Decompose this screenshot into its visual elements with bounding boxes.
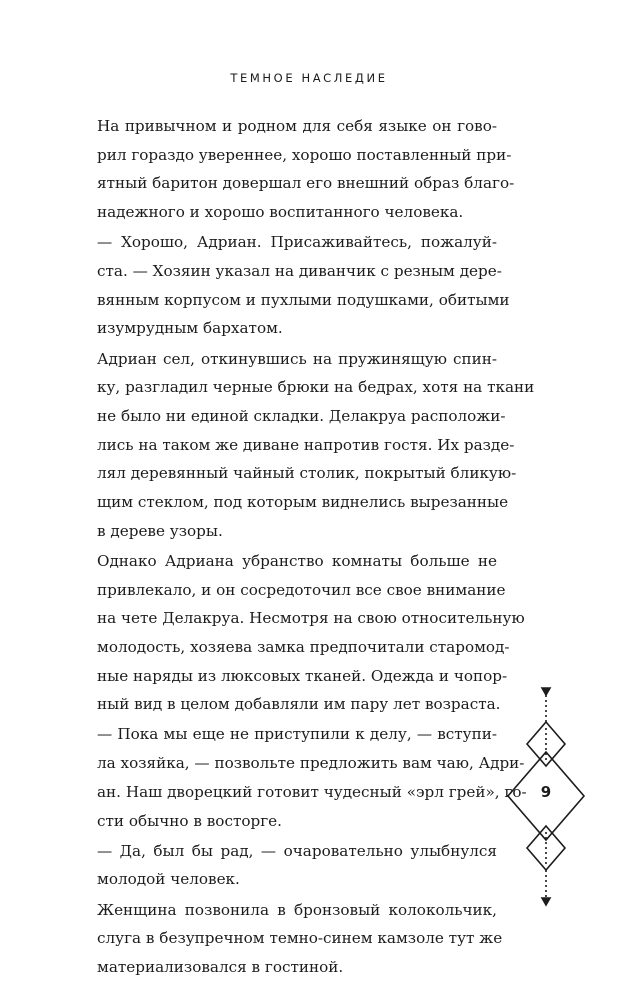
paragraph (97, 547, 525, 719)
text-line: ста. — Хозяин указал на диванчик с резным дере- (97, 261, 502, 280)
text-line: ку, разгладил черные брюки на бедрах, хотя на ткани (97, 378, 535, 397)
text-line: — Да, был бы рад, — очаровательно улыбнулся (97, 841, 497, 860)
text-line: привлекало, и он сосредоточил все свое внимание (97, 580, 506, 599)
text-line: ные наряды из люксовых тканей. Одежда и чопор- (97, 666, 508, 685)
text-line: рил гораздо увереннее, хорошо поставленный при- (97, 145, 512, 164)
text-line: — Пока мы еще не приступили к делу, — вступи- (97, 725, 497, 744)
body-text (97, 112, 535, 983)
text-line: — Хорошо, Адриан. Присаживайтесь, пожалуй- (97, 233, 497, 252)
text-line: Адриан сел, откинувшись на пружинящую спин- (97, 349, 497, 368)
paragraph (97, 112, 515, 227)
text-line: молодость, хозяева замка предпочитали старомод- (97, 637, 510, 656)
text-line: Женщина позвонила в бронзовый колокольчик, (97, 900, 497, 919)
arrow-down-icon (542, 898, 550, 905)
arrow-up-icon (542, 688, 550, 695)
text-line: ла хозяйка, — позвольте предложить вам чаю, Адри- (97, 754, 525, 773)
text-line: сти обычно в восторге. (97, 811, 282, 830)
paragraph (97, 720, 527, 835)
text-line: вянным корпусом и пухлыми подушками, обитыми (97, 290, 510, 309)
text-line: ан. Наш дворецкий готовит чудесный «эрл грей», го- (97, 782, 527, 801)
text-line: слуга в безупречном темно-синем камзоле тут же (97, 929, 503, 948)
running-title: ТЕМНОЕ НАСЛЕДИЕ (230, 71, 388, 85)
page-number: 9 (540, 783, 552, 801)
text-line: надежного и хорошо воспитанного человека. (97, 203, 464, 222)
text-line: не было ни единой складки. Делакруа расположи- (97, 406, 506, 425)
text-line: лись на таком же диване напротив гостя. Их разде- (97, 435, 515, 454)
text-line: материализовался в гостиной. (97, 957, 344, 976)
text-line: щим стеклом, под которым виднелись вырезанные (97, 492, 509, 511)
text-line: лял деревянный чайный столик, покрытый бликую- (97, 464, 517, 483)
paragraph (97, 345, 535, 546)
paragraph (97, 896, 503, 982)
paragraph (97, 837, 497, 894)
text-line: в дереве узоры. (97, 521, 223, 540)
paragraph (97, 228, 510, 343)
text-line: На привычном и родном для себя языке он гово- (97, 117, 497, 135)
text-line: ный вид в целом добавляли им пару лет возраста. (97, 695, 501, 714)
text-line: молодой человек. (97, 870, 240, 889)
text-line: Однако Адриана убранство комнаты больше не (97, 551, 497, 570)
text-line: на чете Делакруа. Несмотря на свою относительную (97, 609, 525, 628)
text-line: ятный баритон довершал его внешний образ благо- (97, 174, 515, 193)
text-line: изумрудным бархатом. (97, 319, 283, 338)
